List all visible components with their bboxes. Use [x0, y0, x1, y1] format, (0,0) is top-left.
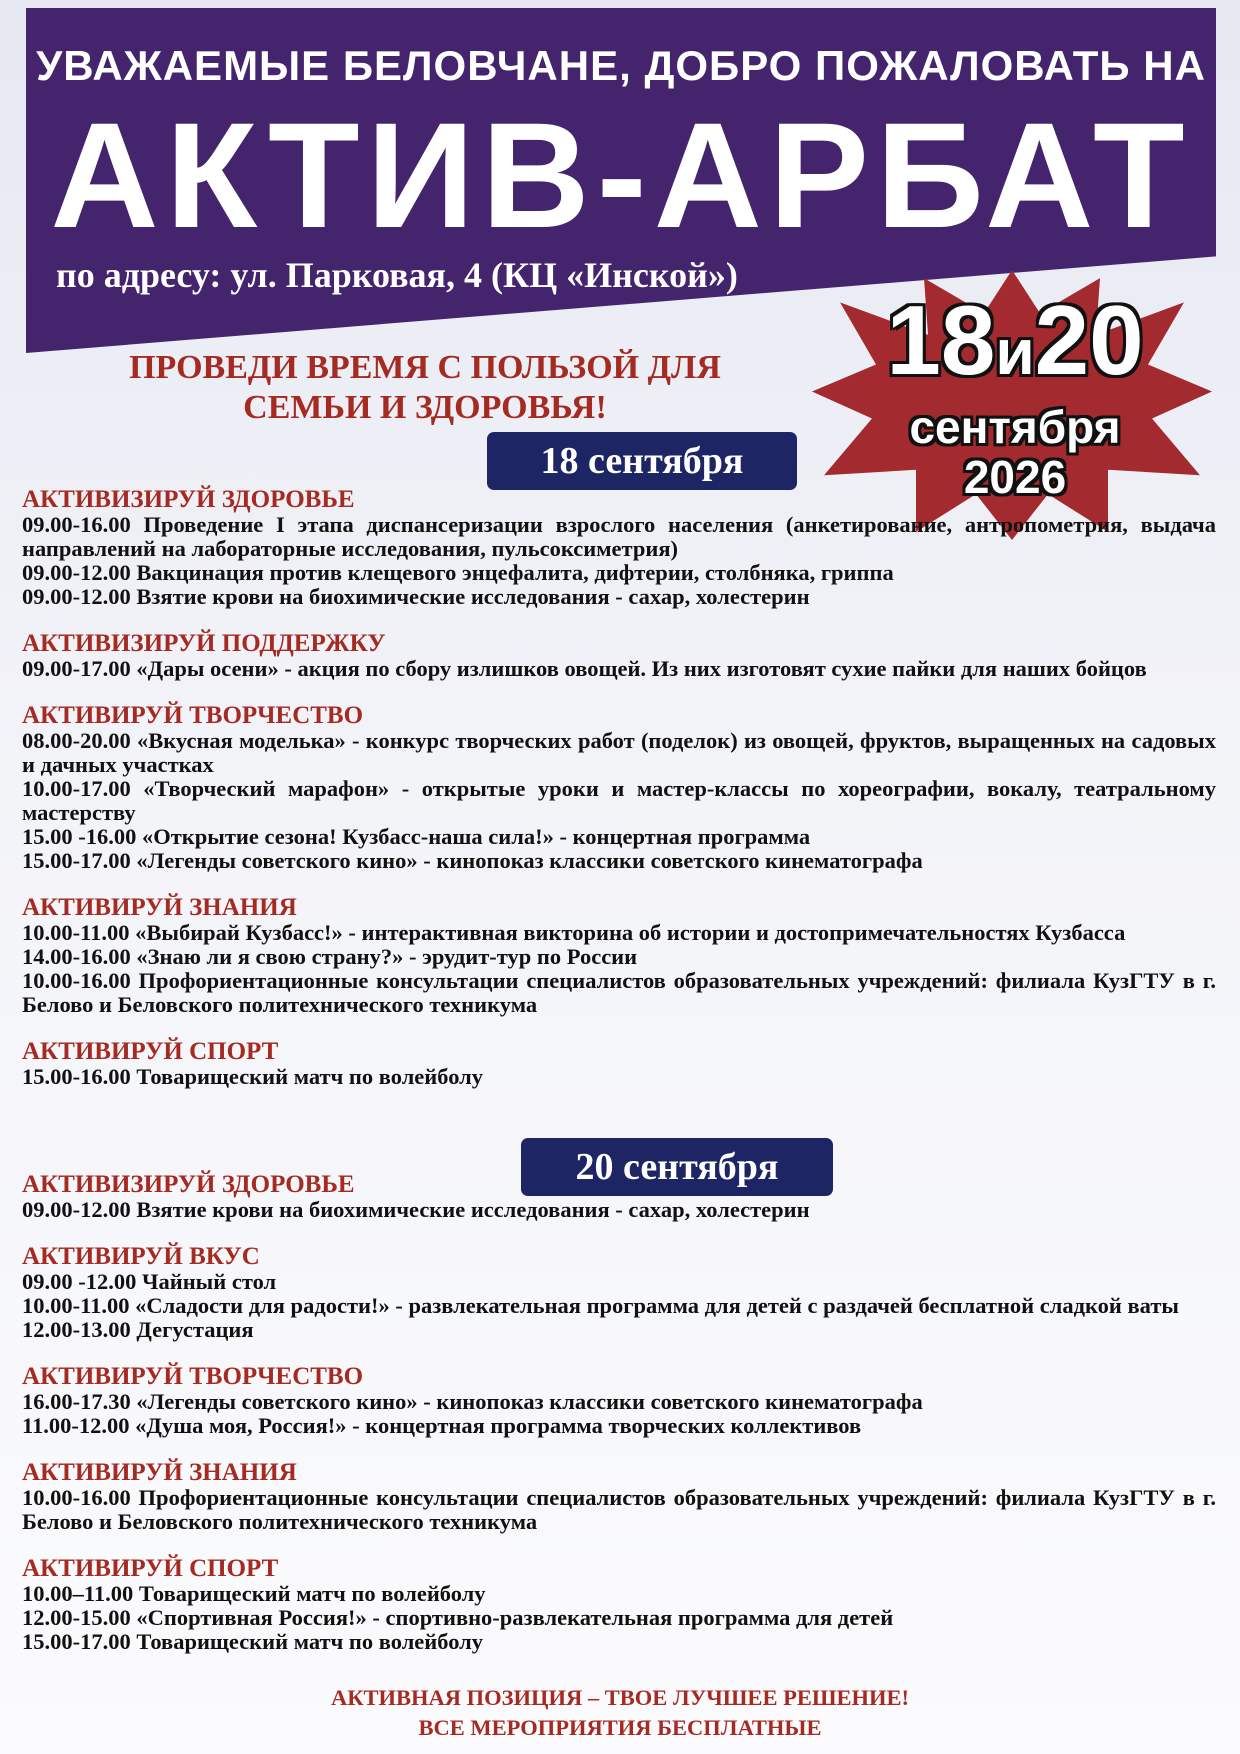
schedule-item: 09.00-16.00 Проведение I этапа диспансеризации взрослого населения (анкетирование, антропометрия, выдача направлений на лабораторные исследования, пульсоксиметрия): [22, 512, 1216, 561]
schedule-item: 09.00-12.00 Взятие крови на биохимические исследования - сахар, холестерин: [22, 1197, 810, 1222]
schedule-item: 11.00-12.00 «Душа моя, Россия!» - концертная программа творческих коллективов: [22, 1413, 862, 1438]
section-title: АКТИВИРУЙ СПОРТ: [22, 1555, 279, 1582]
footer: [0, 1683, 1240, 1743]
slogan: [60, 348, 790, 428]
slogan-line1: ПРОВЕДИ ВРЕМЯ С ПОЛЬЗОЙ ДЛЯ: [129, 349, 721, 386]
footer-free-note: ВСЕ МЕРОПРИЯТИЯ БЕСПЛАТНЫЕ: [418, 1715, 822, 1740]
schedule-item: 15.00 -16.00 «Открытие сезона! Кузбасс-наша сила!» - концертная программа: [22, 824, 811, 849]
schedule-item: 09.00-12.00 Взятие крови на биохимические исследования - сахар, холестерин: [22, 584, 810, 609]
schedule-item: 14.00-16.00 «Знаю ли я свою страну?» - эрудит-тур по России: [22, 944, 638, 969]
program-section: [22, 1460, 1216, 1534]
day-20-program: [22, 1172, 1216, 1676]
date-day2: 20: [1034, 285, 1144, 395]
greeting-text: УВАЖАЕМЫЕ БЕЛОВЧАНЕ, ДОБРО ПОЖАЛОВАТЬ НА: [36, 42, 1206, 89]
section-title: АКТИВИРУЙ СПОРТ: [22, 1038, 279, 1065]
section-title: АКТИВИЗИРУЙ ЗДОРОВЬЕ: [22, 1171, 355, 1198]
day-badge-20: 20 сентября: [521, 1138, 833, 1196]
program-section: [22, 1556, 1216, 1654]
day-badge-18: 18 сентября: [487, 432, 797, 490]
schedule-item: 15.00-16.00 Товарищеский матч по волейболу: [22, 1064, 484, 1089]
day-18-program: [22, 487, 1216, 1111]
date-year: 2026: [963, 451, 1067, 503]
schedule-item: 16.00-17.30 «Легенды советского кино» - кинопоказ классики советского кинематографа: [22, 1389, 923, 1414]
schedule-item: 10.00-11.00 «Выбирай Кузбасс!» - интерактивная викторина об истории и достопримечательностях Кузбасса: [22, 920, 1126, 945]
program-section: [22, 1364, 1216, 1438]
date-day1: 18: [886, 285, 996, 395]
schedule-item: 08.00-20.00 «Вкусная моделька» - конкурс творческих работ (поделок) из овощей, фруктов, выращенных на садовых и дачных участках: [22, 728, 1216, 777]
schedule-item: 10.00-11.00 «Сладости для радости!» - развлекательная программа для детей с раздачей бесплатной сладкой ваты: [22, 1293, 1179, 1318]
schedule-item: 12.00-15.00 «Спортивная Россия!» - спортивно-развлекательная программа для детей: [22, 1605, 894, 1630]
schedule-item: 09.00-12.00 Вакцинация против клещевого энцефалита, дифтерии, столбняка, гриппа: [22, 560, 894, 585]
program-section: [22, 703, 1216, 873]
schedule-item: 15.00-17.00 «Легенды советского кино» - кинопоказ классики советского кинематографа: [22, 848, 923, 873]
schedule-item: 15.00-17.00 Товарищеский матч по волейболу: [22, 1629, 484, 1654]
section-title: АКТИВИРУЙ ЗНАНИЯ: [22, 894, 297, 921]
schedule-item: 10.00-17.00 «Творческий марафон» - открытые уроки и мастер-классы по хореографии, вокалу, театральному мастерству: [22, 776, 1216, 825]
event-address: по адресу: ул. Парковая, 4 (КЦ «Инской»): [56, 255, 738, 295]
section-title: АКТИВИЗИРУЙ ЗДОРОВЬЕ: [22, 486, 355, 513]
schedule-item: 10.00-16.00 Профориентационные консультации специалистов образовательных учреждений: филиала КузГТУ в г. Белово и Беловского политехнического техникума: [22, 968, 1216, 1017]
dates-badge: [830, 285, 1200, 503]
slogan-line2: СЕМЬИ И ЗДОРОВЬЯ!: [243, 389, 607, 426]
schedule-item: 09.00-17.00 «Дары осени» - акция по сбору излишков овощей. Из них изготовят сухие пайки для наших бойцов: [22, 656, 1147, 681]
section-title: АКТИВИРУЙ ВКУС: [22, 1243, 260, 1270]
schedule-item: 09.00 -12.00 Чайный стол: [22, 1269, 277, 1294]
program-section: [22, 487, 1216, 609]
schedule-item: 12.00-13.00 Дегустация: [22, 1317, 254, 1342]
date-separator: и: [995, 316, 1035, 388]
event-title: АКТИВ-АРБАТ: [50, 91, 1192, 259]
footer-slogan: АКТИВНАЯ ПОЗИЦИЯ – ТВОЕ ЛУЧШЕЕ РЕШЕНИЕ!: [330, 1685, 910, 1710]
program-section: [22, 1039, 1216, 1089]
program-section: [22, 895, 1216, 1017]
schedule-item: 10.00–11.00 Товарищеский матч по волейболу: [22, 1581, 486, 1606]
section-title: АКТИВИЗИРУЙ ПОДДЕРЖКУ: [22, 630, 386, 657]
section-title: АКТИВИРУЙ ЗНАНИЯ: [22, 1459, 297, 1486]
section-title: АКТИВИРУЙ ТВОРЧЕСТВО: [22, 702, 364, 729]
schedule-item: 10.00-16.00 Профориентационные консультации специалистов образовательных учреждений: филиала КузГТУ в г. Белово и Беловского политехнического техникума: [22, 1485, 1216, 1534]
program-section: [22, 1244, 1216, 1342]
program-section: [22, 631, 1216, 681]
date-month: сентября: [909, 401, 1121, 453]
section-title: АКТИВИРУЙ ТВОРЧЕСТВО: [22, 1363, 364, 1390]
program-section: [22, 1172, 1216, 1222]
